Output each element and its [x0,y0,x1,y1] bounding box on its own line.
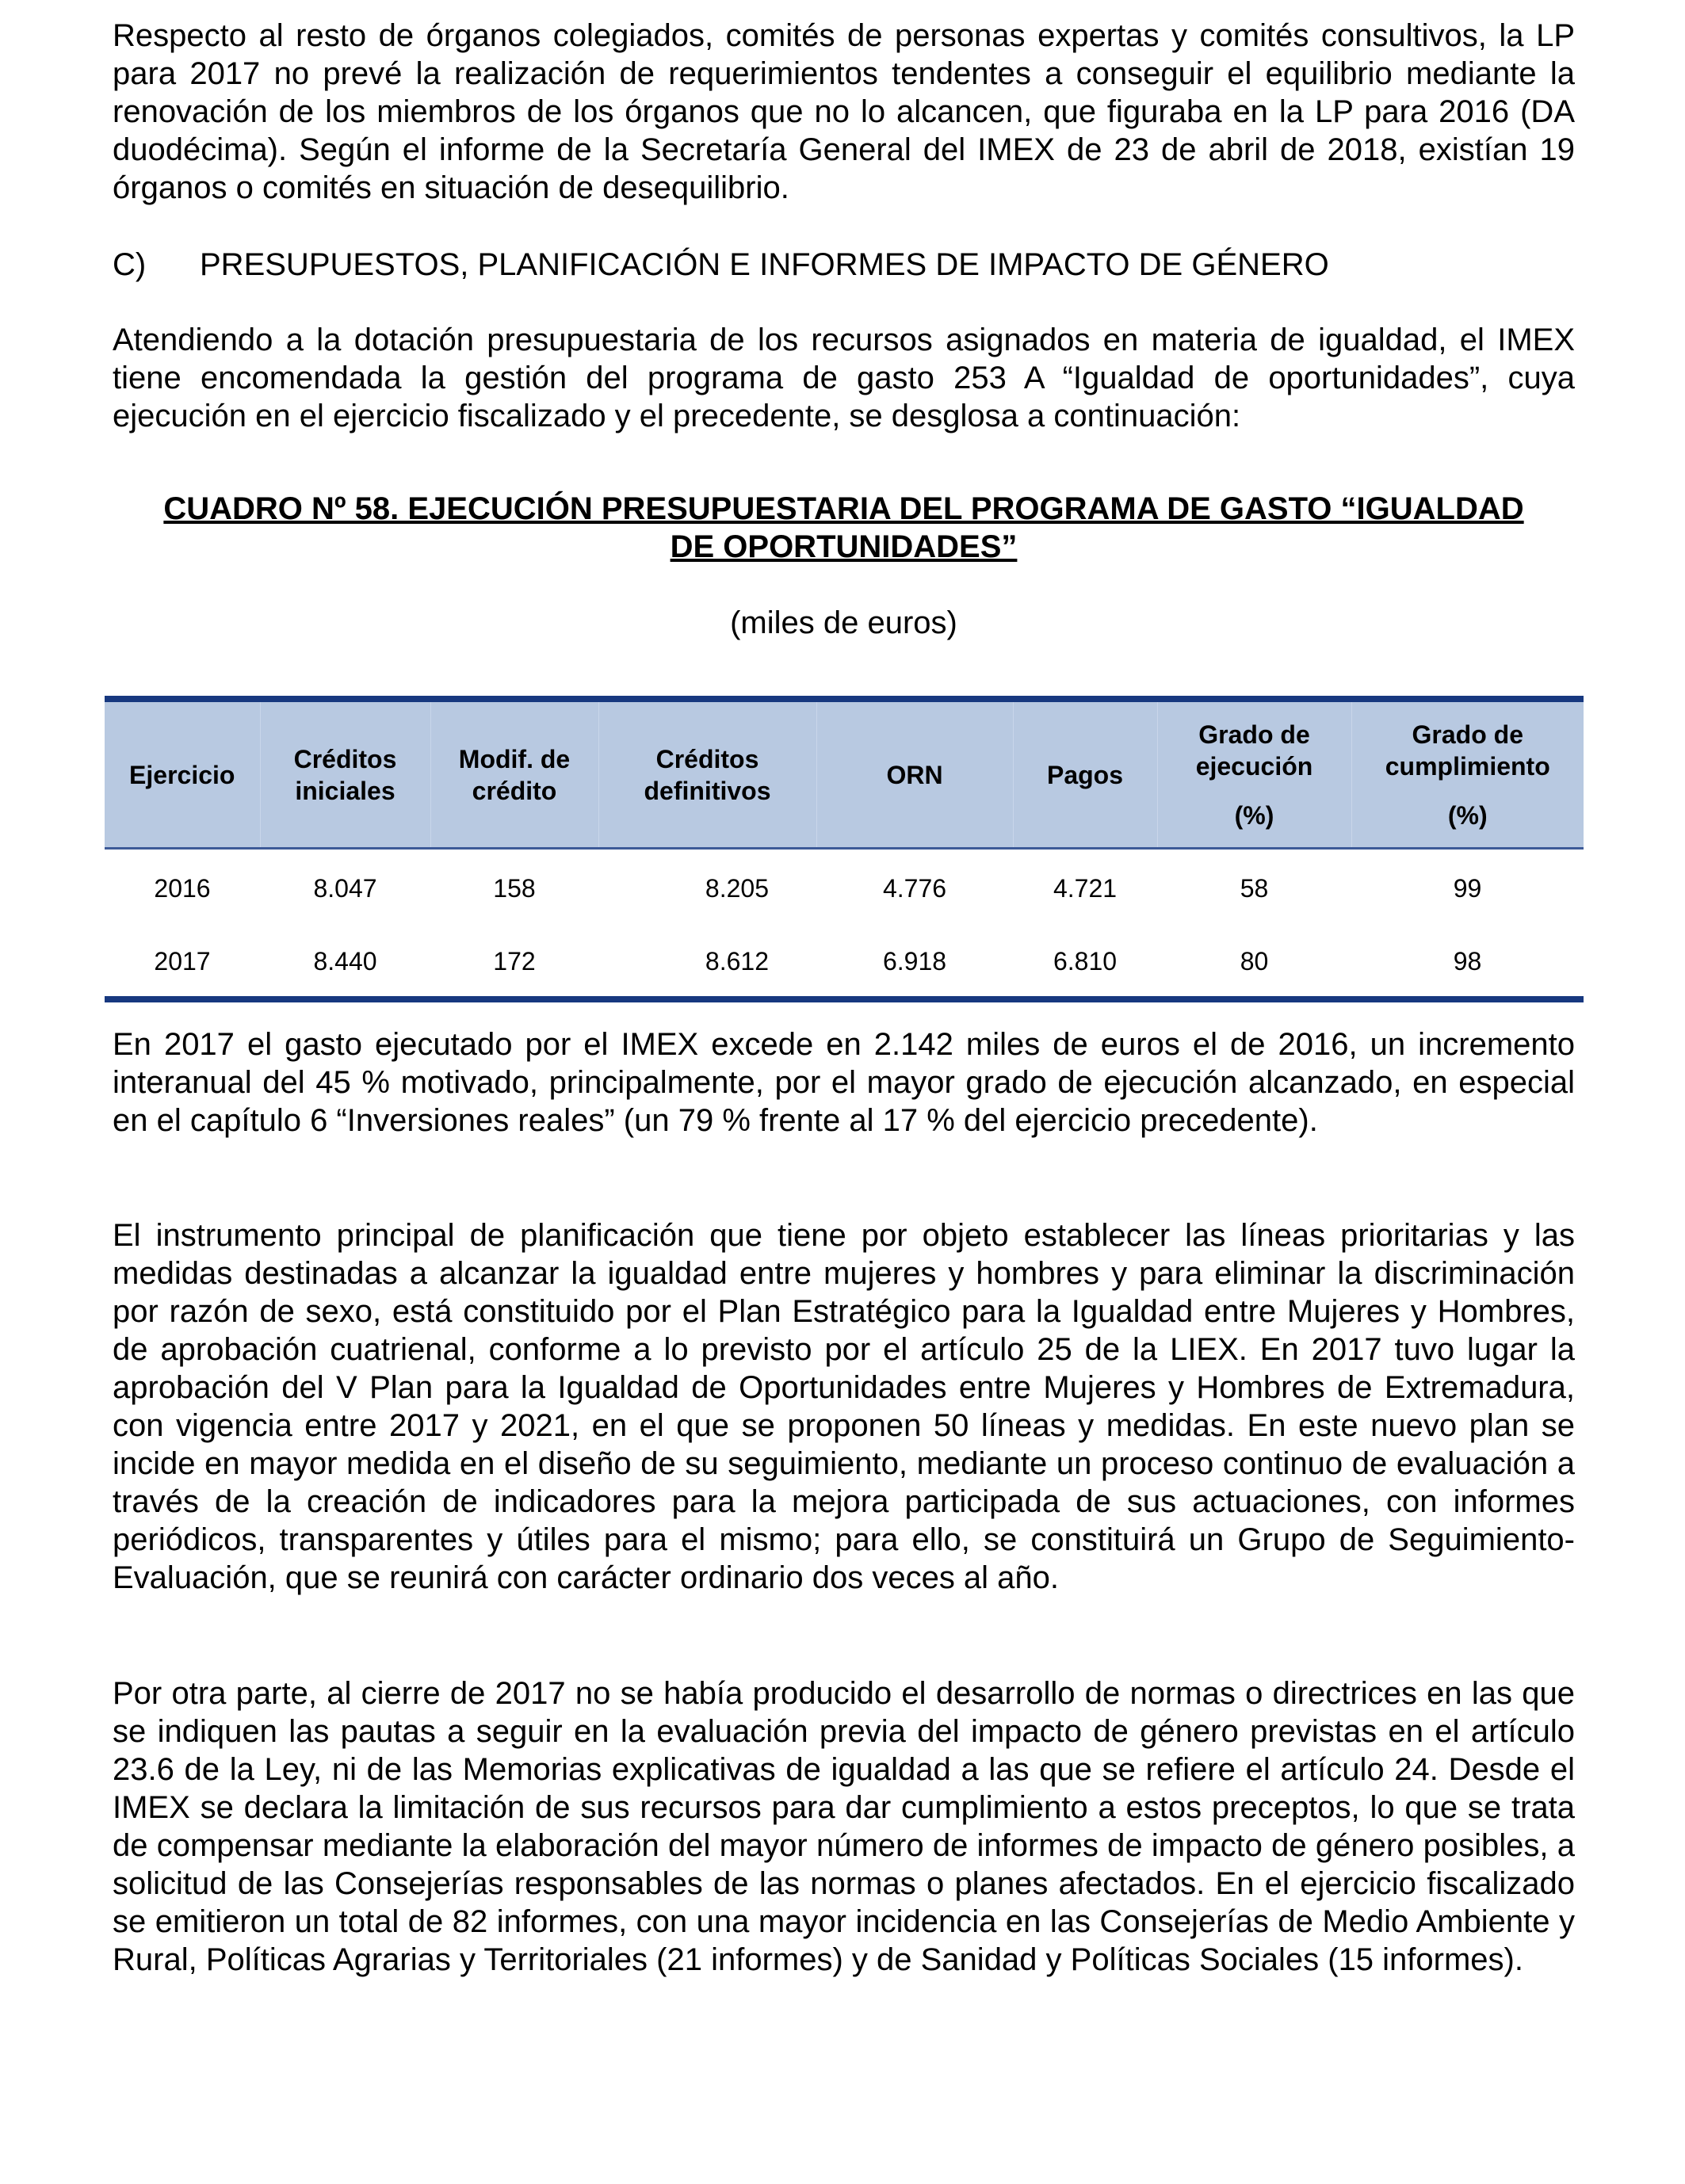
cell: 158 [493,873,536,903]
cell: 8.612 [705,947,769,976]
col-header-creditos-iniciales: Créditos iniciales [260,699,430,849]
col-header-ejercicio: Ejercicio [129,760,235,789]
paragraph-gasto-ejecutado: En 2017 el gasto ejecutado por el IMEX excede en 2.142 miles de euros el de 2016, un incremento interanual del 45 % motivado, principalmente, por el mayor grado de ejecución alcanzado, en especial en el capítulo 6 “Inversiones reales” (un 79 % frente al 17 % del ejercicio precedente). [113,1027,1575,1138]
cell: 58 [1240,873,1269,903]
col-header-creditos-definitivos: Créditos definitivos [598,699,816,849]
table-title-line2: DE OPORTUNIDADES” [670,529,1018,564]
table-unit: (miles de euros) [730,605,957,640]
cell: 8.205 [705,873,769,903]
cell: 99 [1453,873,1482,903]
col-header-pagos: Pagos [1013,699,1157,849]
cell: 2017 [154,947,211,976]
cell: 6.918 [882,947,947,976]
cell: 80 [1240,947,1269,976]
cell: 172 [493,947,536,976]
budget-table [105,696,1584,1002]
col-header-orn: ORN [816,699,1013,849]
cell: 4.721 [1053,873,1118,903]
paragraph-impacto-genero: Por otra parte, al cierre de 2017 no se había producido el desarrollo de normas o directrices en las que se indiquen las pautas a seguir en la evaluación previa del impacto de género previstas en el artículo 23.6 de la Ley, ni de las Memorias explicativas de igualdad a las que se refiere el artículo 24. Desde el IMEX se declara la limitación de sus recursos para dar cumplimiento a estos preceptos, lo que se trata de compensar mediante la elaboración del mayor número de informes de impacto de género posibles, a solicitud de las Consejerías responsables de las normas o planes afectados. En el ejercicio fiscalizado se emitieron un total de 82 informes, con una mayor incidencia en las Consejerías de Medio Ambiente y Rural, Políticas Agrarias y Territoriales (21 informes) y de Sanidad y Políticas Sociales (15 informes). [113,1676,1575,1977]
section-label: C) [113,247,147,282]
paragraph-organos: Respecto al resto de órganos colegiados, comités de personas expertas y comités consultivos, la LP para 2017 no prevé la realización de requerimientos tendentes a conseguir el equilibrio mediante la renovación de los miembros de los órganos que no lo alcancen, que figuraba en la LP para 2016 (DA duodécima). Según el informe de la Secretaría General del IMEX de 23 de abril de 2018, existían 19 órganos o comités en situación de desequilibrio. [113,18,1575,205]
col-header-grado-ejecucion: Grado de ejecución (%) [1157,699,1351,849]
table-title [113,490,1575,566]
col-header-modif-credito: Modif. de crédito [430,699,598,849]
paragraph-plan-estrategico: El instrumento principal de planificación que tiene por objeto establecer las líneas prioritarias y las medidas destinadas a alcanzar la igualdad entre mujeres y hombres y para eliminar la discriminación por razón de sexo, está constituido por el Plan Estratégico para la Igualdad entre Mujeres y Hombres, de aprobación cuatrienal, conforme a lo previsto por el artículo 25 de la LIEX. En 2017 tuvo lugar la aprobación del V Plan para la Igualdad de Oportunidades entre Mujeres y Hombres de Extremadura, con vigencia entre 2017 y 2021, en el que se proponen 50 líneas y medidas. En este nuevo plan se incide en mayor medida en el diseño de su seguimiento, mediante un proceso continuo de evaluación a través de la creación de indicadores para la mejora participada de sus actuaciones, con informes periódicos, transparentes y útiles para el mismo; para ello, se constituirá un Grupo de Seguimiento-Evaluación, que se reunirá con carácter ordinario dos veces al año. [113,1218,1575,1595]
table-row [105,849,1584,928]
col-header-grado-cumplimiento: Grado de cumplimiento (%) [1351,699,1584,849]
table-row [105,928,1584,999]
cell: 6.810 [1053,947,1118,976]
cell: 8.440 [313,947,377,976]
cell: 98 [1453,947,1482,976]
table-title-line1: CUADRO Nº 58. EJECUCIÓN PRESUPUESTARIA DEL PROGRAMA DE GASTO “IGUALDAD [163,491,1524,526]
cell: 4.776 [882,873,947,903]
cell: 2016 [154,873,211,903]
paragraph-dotacion: Atendiendo a la dotación presupuestaria de los recursos asignados en materia de igualdad, el IMEX tiene encomendada la gestión del programa de gasto 253 A “Igualdad de oportunidades”, cuya ejecución en el ejercicio fiscalizado y el precedente, se desglosa a continuación: [113,323,1575,433]
cell: 8.047 [313,873,377,903]
section-heading [113,246,1329,284]
table-header-row [105,699,1584,849]
section-title: PRESUPUESTOS, PLANIFICACIÓN E INFORMES DE IMPACTO DE GÉNERO [200,247,1329,282]
